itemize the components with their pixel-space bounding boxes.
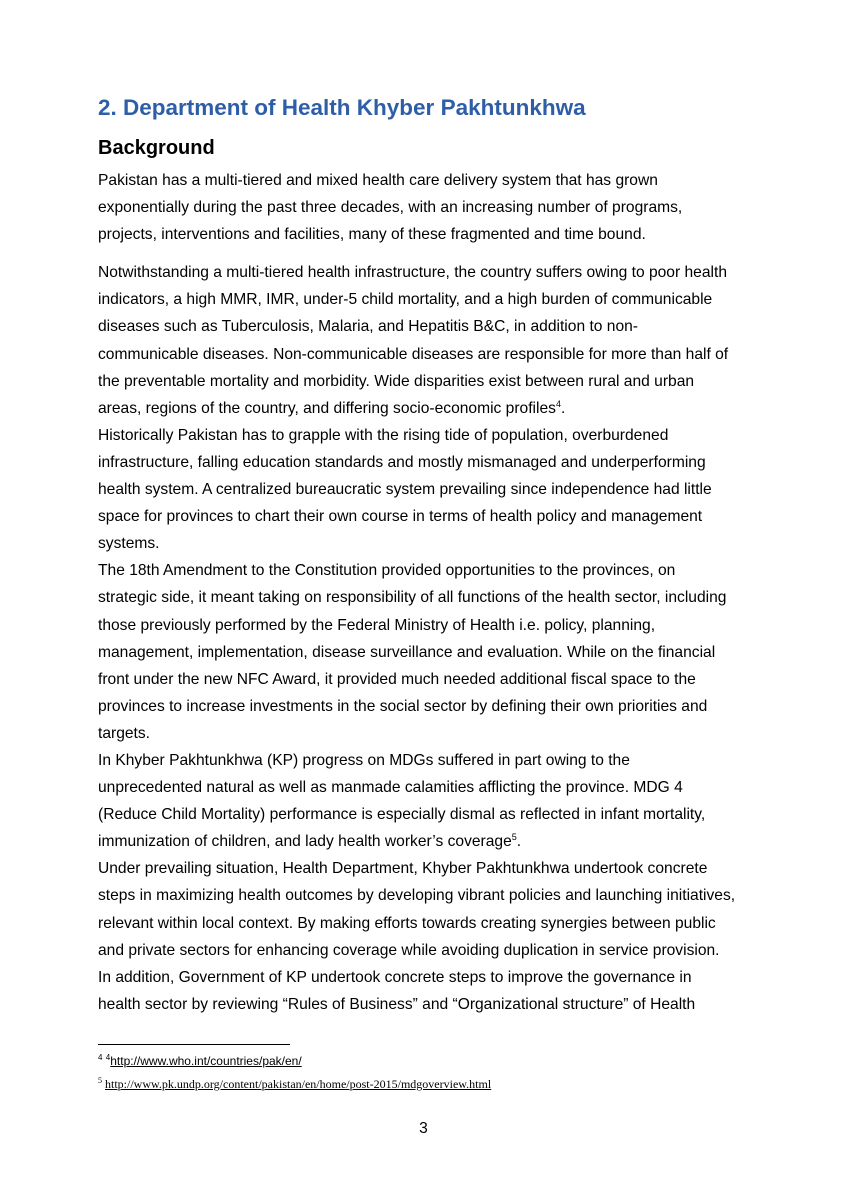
paragraph-2 [98,259,758,422]
text-segment: . [516,833,522,851]
text-line: health sector by reviewing “Rules of Business” and “Organizational structure” of Health [98,995,696,1013]
paragraph-4 [98,557,758,747]
subsection-heading: Background [98,137,215,159]
text-line: In addition, Government of KP undertook concrete steps to improve the governance in [98,968,692,986]
text-line: provinces to increase investments in the social sector by defining their own priorities and [98,697,708,715]
footnote-inner-marker: 4 [105,1053,111,1062]
footnote-link[interactable]: http://www.pk.undp.org/content/pakistan/en/home/post-2015/mdgoverview.html [105,1077,492,1091]
footnote-4 [98,1053,302,1069]
text-line: systems. [98,535,160,553]
text-line: strategic side, it meant taking on responsibility of all functions of the health sector, including [98,589,727,607]
paragraph-5 [98,747,758,855]
text-line: those previously performed by the Federal Ministry of Health i.e. policy, planning, [98,616,656,634]
text-line: steps in maximizing health outcomes by developing vibrant policies and launching initiatives, [98,887,736,905]
footnote-reference: 4 [555,398,561,409]
footnote-separator [98,1044,290,1045]
paragraph-1 [98,167,758,248]
text-line: the preventable mortality and morbidity. Wide disparities exist between rural and urban [98,372,695,390]
text-line [98,395,758,422]
footnote-link[interactable]: http://www.who.int/countries/pak/en/ [110,1054,302,1068]
body-text [98,167,758,1018]
text-segment: areas, regions of the country, and differing socio-economic profiles [98,399,556,417]
text-line: health system. A centralized bureaucratic system prevailing since independence had little [98,481,712,499]
footnote-reference: 5 [511,832,517,843]
text-line: Under prevailing situation, Health Department, Khyber Pakhtunkhwa undertook concrete [98,860,708,878]
text-line: unprecedented natural as well as manmade calamities afflicting the province. MDG 4 [98,779,683,797]
text-line: space for provinces to chart their own course in terms of health policy and management [98,508,703,526]
text-line: In Khyber Pakhtunkhwa (KP) progress on MDGs suffered in part owing to the [98,751,630,769]
text-line: Pakistan has a multi-tiered and mixed health care delivery system that has grown [98,172,658,189]
text-line: targets. [98,724,151,742]
section-heading: 2. Department of Health Khyber Pakhtunkhwa [98,95,586,120]
text-line: (Reduce Child Mortality) performance is especially dismal as reflected in infant mortality, [98,806,706,824]
text-line: management, implementation, disease surveillance and evaluation. While on the financial [98,643,716,661]
paragraph-6 [98,855,758,1018]
footnote-marker: 5 [98,1076,102,1085]
text-line: and private sectors for enhancing coverage while avoiding duplication in service provision. [98,941,720,959]
text-line: The 18th Amendment to the Constitution provided opportunities to the provinces, on [98,562,676,580]
footnote-5 [98,1076,491,1092]
text-line: Notwithstanding a multi-tiered health infrastructure, the country suffers owing to poor health [98,264,727,282]
text-line: diseases such as Tuberculosis, Malaria, and Hepatitis B&C, in addition to non- [98,318,639,336]
footnote-marker: 4 [98,1053,103,1062]
text-line: front under the new NFC Award, it provided much needed additional fiscal space to the [98,670,696,688]
text-line: Historically Pakistan has to grapple with the rising tide of population, overburdened [98,426,669,444]
page-number: 3 [419,1120,428,1137]
text-line: projects, interventions and facilities, many of these fragmented and time bound. [98,226,646,244]
text-line: infrastructure, falling education standards and mostly mismanaged and underperforming [98,453,706,471]
paragraph-3 [98,422,758,557]
text-line: exponentially during the past three decades, with an increasing number of programs, [98,199,683,217]
text-line: indicators, a high MMR, IMR, under-5 child mortality, and a high burden of communicable [98,291,713,309]
text-line: communicable diseases. Non-communicable diseases are responsible for more than half of [98,345,729,363]
text-segment: immunization of children, and lady health worker’s coverage [98,833,512,851]
text-line [98,828,758,855]
text-line: relevant within local context. By making efforts towards creating synergies between public [98,914,716,932]
text-segment: . [560,399,566,417]
